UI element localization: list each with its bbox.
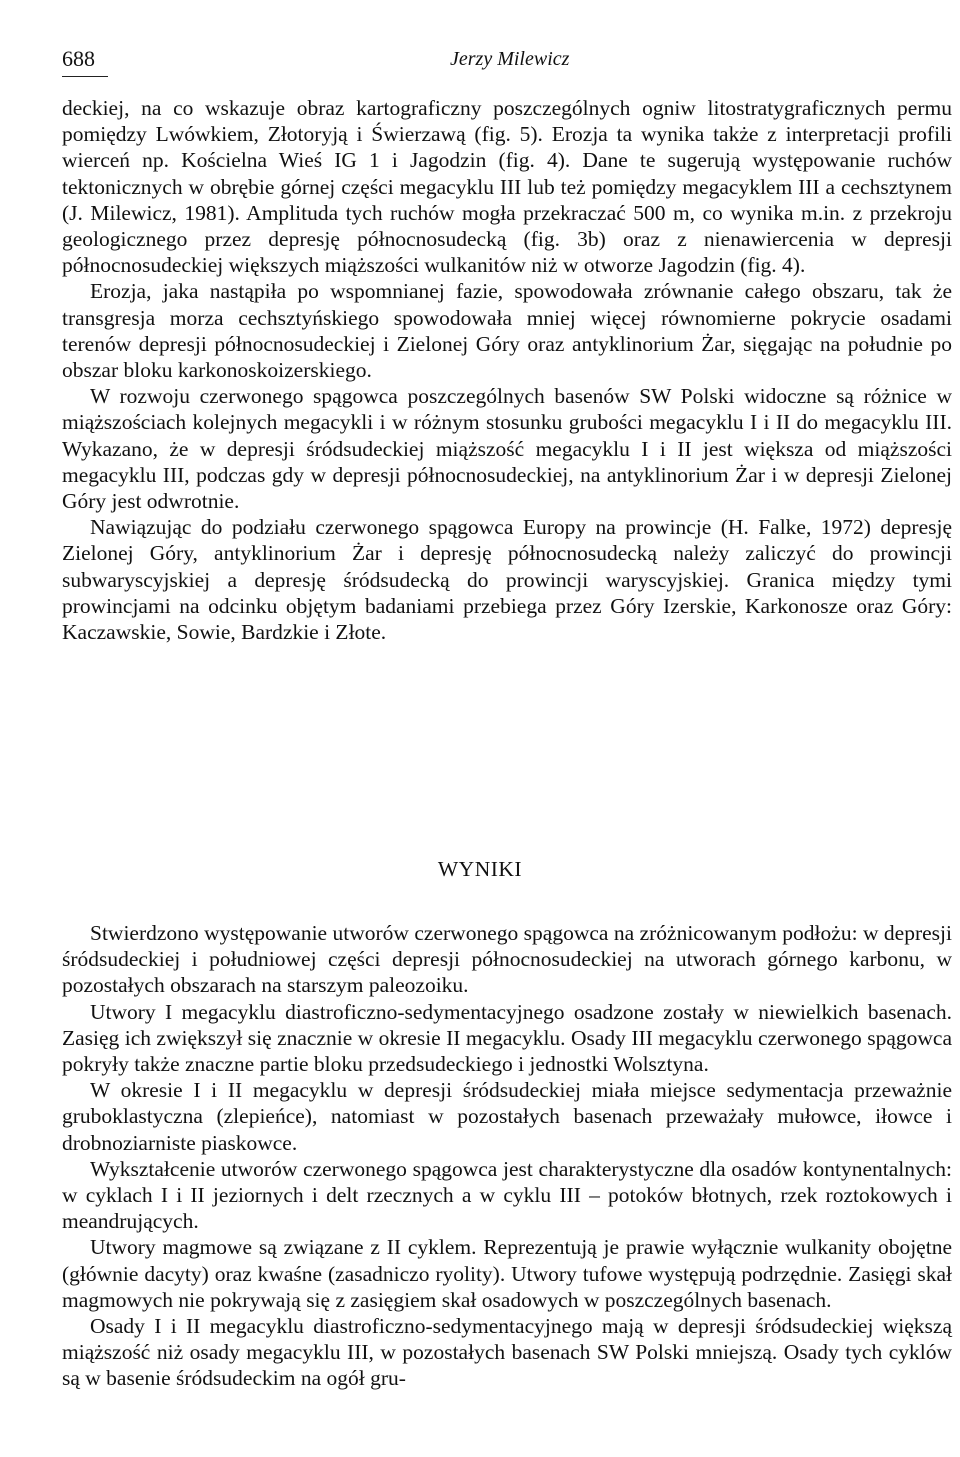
body-text-section-2 [62, 920, 952, 1392]
running-head: Jerzy Milewicz [450, 48, 570, 70]
paragraph: Utwory magmowe są związane z II cyklem. Reprezentują je prawie wyłącznie wulkanity obojętne (głównie dacyty) oraz kwaśne (zasadniczo ryolity). Utwory tufowe występują podrzędnie. Zasięgi skał magmowych nie pokrywają się z zasięgiem skał osadowych w poszczególnych basenach. [62, 1235, 952, 1312]
header-rule [62, 76, 108, 77]
paragraph: W rozwoju czerwonego spągowca poszczególnych basenów SW Polski widoczne są różnice w miąższościach kolejnych megacykli i w różnym stosunku grubości megacyklu I i II do megacyklu III. Wykazano, że w depresji śródsudeckiej miąższość megacyklu I i II jest większa od miąższości megacyklu III, podczas gdy w depresji północnosudeckiej, na antyklinorium Żar i w depresji Zielonej Góry jest odwrotnie. [62, 384, 952, 514]
paragraph-continued: deckiej, na co wskazuje obraz kartograficzny poszczególnych ogniw litostratygraficznych permu pomiędzy Lwówkiem, Złotoryją i Świerzawą (fig. 5). Erozja ta wynika także z interpretacji profili wierceń np. Kościelna Wieś IG 1 i Jagodzin (fig. 4). Dane te sugerują występowanie ruchów tektonicznych w obrębie górnej części megacyklu III lub też pomiędzy megacyklem III a cechsztynem (J. Milewicz, 1981). Amplituda tych ruchów mogła przekraczać 500 m, co wynika m.in. z przekroju geologicznego przez depresję północnosudecką (fig. 3b) oraz z nienawiercenia w depresji północnosudeckiej większych miąższości wulkanitów niż w otworze Jagodzin (fig. 4). [62, 96, 952, 278]
section-heading: WYNIKI [437, 857, 523, 881]
paragraph: Nawiązując do podziału czerwonego spągowca Europy na prowincje (H. Falke, 1972) depresję Zielonej Góry, antyklinorium Żar i depresję północnosudecką należy zaliczyć do prowincji subwaryscyjskiej a depresję śródsudecką do prowincji waryscyjskiej. Granica między tymi prowincjami na odcinku objętym badaniami przebiega przez Góry Izerskie, Karkonosze oraz Góry: Kaczawskie, Sowie, Bardzkie i Złote. [62, 515, 952, 645]
paragraph: Osady I i II megacyklu diastroficzno-sedymentacyjnego mają w depresji śródsudeckiej większą miąższość niż osady megacyklu III, w pozostałych basenach SW Polski mniejszą. Osady tych cyklów są w basenie śródsudeckim na ogół gru- [62, 1314, 952, 1391]
page-header [62, 40, 947, 76]
paragraph: W okresie I i II megacyklu w depresji śródsudeckiej miała miejsce sedymentacja przeważnie gruboklastyczna (zlepieńce), natomiast w pozostałych basenach przeważały mułowce, iłowce i drobnoziarniste piaskowce. [62, 1078, 952, 1155]
paragraph: Erozja, jaka nastąpiła po wspomnianej fazie, spowodowała zrównanie całego obszaru, tak że transgresja morza cechsztyńskiego spowodowała mniej więcej równomierne pokrycie osadami terenów depresji północnosudeckiej i Zielonej Góry oraz antyklinorium Żar, sięgając na południe po obszar bloku karkonoskoizerskiego. [62, 279, 952, 383]
paragraph: Stwierdzono występowanie utworów czerwonego spągowca na zróżnicowanym podłożu: w depresji śródsudeckiej i południowej części depresji północnosudeckiej na utworach górnego karbonu, w pozostałych obszarach na starszym paleozoiku. [62, 921, 952, 998]
page-number: 688 [62, 46, 95, 71]
paragraph: Utwory I megacyklu diastroficzno-sedymentacyjnego osadzone zostały w niewielkich basenach. Zasięg ich zwiększył się znacznie w okresie II megacyklu. Osady III megacyklu czerwonego spągowca pokryły także znaczne partie bloku przedsudeckiego i jednostki Wolsztyna. [62, 999, 952, 1077]
body-text-section-1 [62, 95, 952, 645]
paragraph: Wykształcenie utworów czerwonego spągowca jest charakterystyczne dla osadów kontynentalnych: w cyklach I i II jeziornych i delt rzecznych a w cyklu III – potoków błotnych, rzek roztokowych i meandrujących. [62, 1156, 952, 1234]
